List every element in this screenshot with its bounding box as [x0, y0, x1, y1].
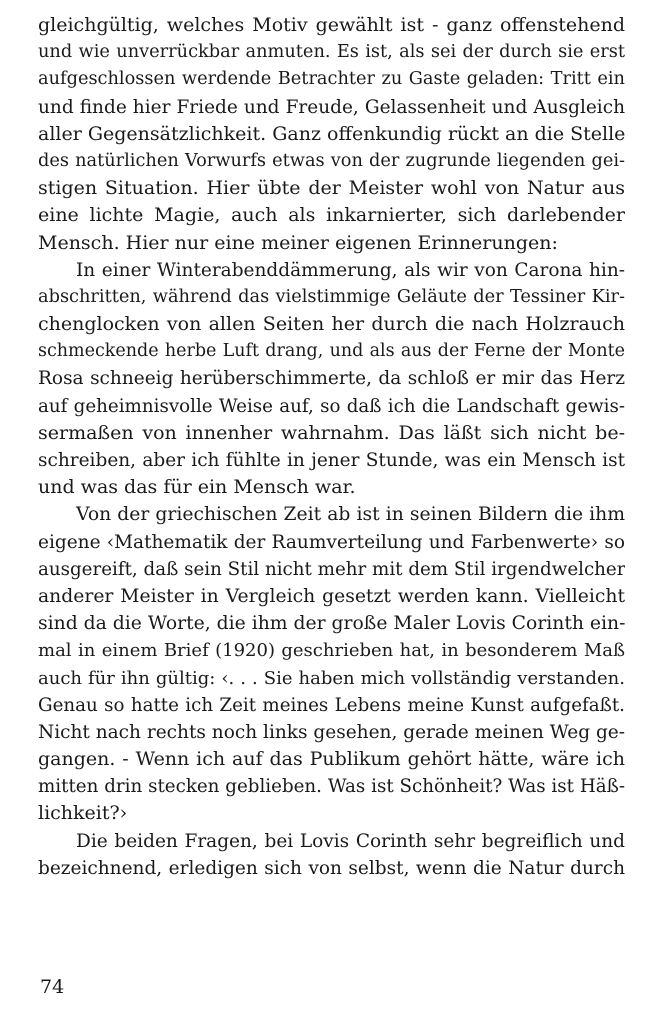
text-line: aufgeschlossen werdende Betrachter zu Gaste geladen: Tritt ein [38, 69, 625, 90]
text-line: eine lichte Magie, auch als inkarnierter, sich darlebender [38, 204, 625, 227]
text-line: Nicht nach rechts noch links gesehen, gerade meinen Weg ge- [38, 721, 625, 743]
text-line: schmeckende herbe Luft drang, und als aus der Ferne der Monte [38, 341, 625, 362]
text-line: Rosa schneeig herüberschimmerte, da schloß er mir das Herz [38, 368, 625, 390]
text-line: aller Gegensätzlichkeit. Ganz offenkundig rückt an die Stelle [38, 122, 625, 145]
body-text [38, 12, 625, 882]
text-line: lichkeit?› [38, 802, 128, 825]
text-line: sermaßen von innenher wahrnahm. Das läßt sich nicht be- [38, 421, 625, 444]
text-line: Mensch. Hier nur eine meiner eigenen Erinnerungen: [38, 231, 558, 254]
text-line: auch für ihn gültig: ‹. . . Sie haben mich vollständig verstanden. [38, 667, 625, 689]
text-line: anderer Meister in Vergleich gesetzt werden kann. Vielleicht [38, 585, 625, 607]
text-line: mitten drin stecken geblieben. Was ist Schönheit? Was ist Häß- [38, 776, 625, 798]
text-line: Von der griechischen Zeit ab ist in seinen Bildern die ihm [76, 504, 625, 526]
text-line: Die beiden Fragen, bei Lovis Corinth sehr begreiflich und [76, 830, 625, 852]
text-line: auf geheimnisvolle Weise auf, so daß ich die Landschaft gewis- [38, 395, 625, 417]
text-line: eigene ‹Mathematik der Raumverteilung und Farbenwerte› so [38, 531, 625, 553]
text-line: abschritten, während das vielstimmige Geläute der Tessiner Kir- [38, 286, 625, 307]
text-line: gangen. - Wenn ich auf das Publikum gehört hätte, wäre ich [38, 748, 625, 771]
text-line: chenglocken von allen Seiten her durch die nach Holzrauch [38, 313, 625, 336]
page-number: 74 [40, 976, 65, 998]
text-line: gleichgültig, welches Motiv gewählt ist - ganz offenstehend [38, 14, 625, 36]
text-line: stigen Situation. Hier übte der Meister wohl von Natur aus [38, 177, 625, 200]
text-line: bezeichnend, erledigen sich von selbst, wenn die Natur durch [38, 857, 625, 879]
text-line: mal in einem Brief (1920) geschrieben hat, in besonderem Maß [38, 640, 625, 662]
text-line: ausgereift, daß sein Stil nicht mehr mit dem Stil irgendwelcher [38, 558, 625, 580]
text-line: und wie unverrückbar anmuten. Es ist, als sei der durch sie erst [38, 42, 625, 63]
text-line: und was das für ein Mensch war. [38, 476, 356, 499]
text-line: schreiben, aber ich fühlte in jener Stunde, was ein Mensch ist [38, 450, 625, 471]
text-line: des natürlichen Vorwurfs etwas von der zugrunde liegenden gei- [38, 150, 625, 171]
text-line: und finde hier Friede und Freude, Gelassenheit und Ausgleich [38, 96, 625, 118]
text-line: In einer Winterabenddämmerung, als wir von Carona hin- [76, 259, 625, 281]
text-line: sind da die Worte, die ihm der große Maler Lovis Corinth ein- [38, 613, 625, 635]
text-line: Genau so hatte ich Zeit meines Lebens meine Kunst aufgefaßt. [38, 694, 625, 716]
